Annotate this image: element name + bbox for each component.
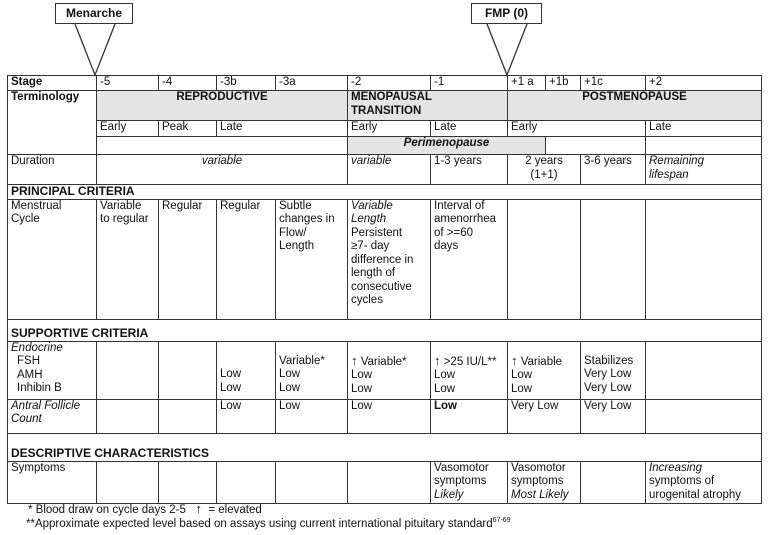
endocrine-cell	[159, 341, 217, 399]
arrow-up-icon: ↑	[195, 501, 202, 516]
afc-cell	[646, 399, 762, 433]
symptoms-label: Symptoms	[8, 461, 97, 503]
arrow-up-icon: ↑	[351, 352, 358, 368]
symptoms-row	[8, 461, 762, 503]
symptoms-cell	[646, 461, 762, 503]
empty-cell	[581, 199, 646, 319]
stage-row	[8, 76, 762, 91]
stage-cell: -1	[431, 76, 508, 91]
empty-cell	[97, 461, 159, 503]
afc-row	[8, 399, 762, 433]
endocrine-cell	[508, 341, 581, 399]
stage-cell: -3b	[217, 76, 276, 91]
descriptive-characteristics-header: DESCRIPTIVE CHARACTERISTICS	[8, 433, 762, 461]
menstrual-text: Persistent ≥7- day difference in length of consecutive cycles	[351, 226, 414, 306]
menstrual-cell: Regular	[159, 199, 217, 319]
menstrual-cell: Regular	[217, 199, 276, 319]
endocrine-value: Variable* Low Low	[351, 355, 407, 395]
stage-cell: +2	[646, 76, 762, 91]
menstrual-italic: Variable Length	[351, 199, 393, 225]
duration-cell: 2 years (1+1)	[508, 155, 581, 185]
endocrine-cell: Variable* Low Low	[276, 341, 348, 399]
symptoms-italic: Increasing	[649, 461, 703, 474]
endocrine-cell	[431, 341, 508, 399]
empty-cell	[159, 461, 217, 503]
afc-cell: Low	[348, 399, 431, 433]
symptoms-italic: Most Likely	[511, 488, 569, 501]
substage: Late	[646, 121, 762, 137]
endocrine-title: Endocrine	[11, 341, 63, 354]
substage: Early	[97, 121, 159, 137]
terminology-label: Terminology	[8, 91, 97, 155]
terminology-row	[8, 91, 762, 121]
supportive-criteria-header: SUPPORTIVE CRITERIA	[8, 319, 762, 341]
substage: Early	[348, 121, 431, 137]
endocrine-cell	[646, 341, 762, 399]
empty-cell	[97, 137, 348, 155]
menarche-marker: Menarche	[55, 3, 133, 24]
transition-heading: MENOPAUSAL TRANSITION	[348, 91, 508, 121]
postmenopause-heading: POSTMENOPAUSE	[508, 91, 762, 121]
empty-cell	[646, 199, 762, 319]
duration-cell: Remaining lifespan	[646, 155, 762, 185]
symptoms-text: symptoms of urogenital atrophy	[649, 475, 742, 501]
empty-cell	[348, 461, 431, 503]
fmp-pointer	[487, 24, 527, 75]
stage-cell: -5	[97, 76, 159, 91]
afc-cell	[159, 399, 217, 433]
empty-cell	[646, 137, 762, 155]
symptoms-text: Vasomotor symptoms	[434, 461, 489, 487]
duration-row	[8, 155, 762, 185]
substage: Peak	[159, 121, 217, 137]
empty-cell	[276, 461, 348, 503]
empty-cell	[508, 199, 581, 319]
empty-cell	[546, 137, 646, 155]
duration-cell: 1-3 years	[431, 155, 508, 185]
menarche-pointer	[75, 24, 115, 75]
afc-label: Antral Follicle Count	[8, 399, 97, 433]
menstrual-cell	[348, 199, 431, 319]
menstrual-cell: Subtle changes in Flow/ Length	[276, 199, 348, 319]
hormone-list: FSH AMH Inhibin B	[17, 355, 62, 394]
symptoms-text: Vasomotor symptoms	[511, 461, 566, 487]
fmp-marker: FMP (0)	[471, 3, 542, 24]
duration-cell: 3-6 years	[581, 155, 646, 185]
endocrine-value: Variable Low Low	[511, 355, 563, 395]
menstrual-cycle-row	[8, 199, 762, 319]
substage: Late	[217, 121, 348, 137]
symptoms-cell	[508, 461, 581, 503]
footnote-text: **Approximate expected level based on assays using current international pituitary standard	[26, 517, 493, 530]
footnote-legend: = elevated	[208, 504, 262, 516]
symptoms-italic: Likely	[434, 488, 464, 501]
menstrual-label: Menstrual Cycle	[8, 199, 97, 319]
endocrine-cell	[348, 341, 431, 399]
duration-label: Duration	[8, 155, 97, 185]
endocrine-cell	[97, 341, 159, 399]
perimenopause-row	[8, 137, 762, 155]
duration-cell: variable	[348, 155, 431, 185]
principal-criteria-header: PRINCIPAL CRITERIA	[8, 185, 762, 200]
afc-cell: Very Low	[581, 399, 646, 433]
staging-table	[7, 75, 762, 504]
endocrine-label	[8, 341, 97, 399]
empty-cell	[581, 461, 646, 503]
reproductive-heading: REPRODUCTIVE	[97, 91, 348, 121]
arrow-up-icon: ↑	[434, 352, 441, 368]
empty-cell	[217, 461, 276, 503]
afc-cell: Low	[431, 399, 508, 433]
duration-cell: variable	[97, 155, 348, 185]
stage-cell: -2	[348, 76, 431, 91]
stage-cell: +1c	[581, 76, 646, 91]
arrow-up-icon: ↑	[511, 352, 518, 368]
endocrine-cell: Low Low	[217, 341, 276, 399]
footnote-reference: 67-69	[492, 517, 511, 524]
afc-cell: Low	[276, 399, 348, 433]
stage-cell: -3a	[276, 76, 348, 91]
footnote-text: * Blood draw on cycle days 2-5	[28, 504, 186, 516]
symptoms-cell	[431, 461, 508, 503]
afc-cell: Very Low	[508, 399, 581, 433]
stage-cell: +1 a	[508, 76, 546, 91]
stage-cell: +1b	[546, 76, 581, 91]
endocrine-value: >25 IU/L** Low Low	[434, 355, 497, 395]
substage: Late	[431, 121, 508, 137]
footnote-1	[28, 503, 262, 516]
endocrine-row	[8, 341, 762, 399]
perimenopause-band: Perimenopause	[348, 137, 546, 155]
stage-label: Stage	[8, 76, 97, 91]
afc-cell: Low	[217, 399, 276, 433]
menstrual-cell: Variable to regular	[97, 199, 159, 319]
footnote-2	[26, 517, 511, 530]
stage-cell: -4	[159, 76, 217, 91]
endocrine-cell: Stabilizes Very Low Very Low	[581, 341, 646, 399]
substage: Early	[508, 121, 646, 137]
substage-row	[8, 121, 762, 137]
menstrual-cell: Interval of amenorrhea of >=60 days	[431, 199, 508, 319]
afc-cell	[97, 399, 159, 433]
